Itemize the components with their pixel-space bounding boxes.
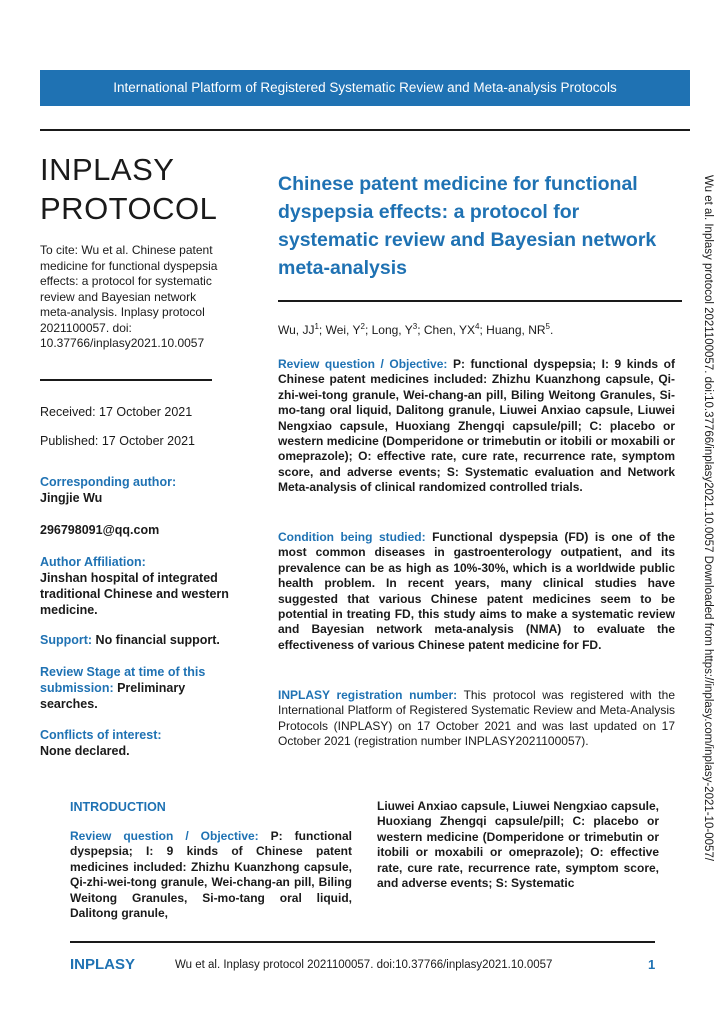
condition-label: Condition being studied: <box>278 530 426 544</box>
condition-studied <box>278 530 675 653</box>
sidebar-rule <box>40 379 212 381</box>
author-affiliation-number: 1 <box>314 322 319 331</box>
author-name: Huang, NR <box>486 323 546 337</box>
title-rule <box>278 300 682 302</box>
published-date: Published: 17 October 2021 <box>40 434 195 448</box>
protocol-title <box>40 150 217 228</box>
conflicts-value: None declared. <box>40 744 130 758</box>
author-list <box>278 322 553 337</box>
author-separator: ; <box>318 323 326 337</box>
author-name: Chen, YX <box>423 323 476 337</box>
affiliation-value: Jinshan hospital of integrated traditional Chinese and western medicine. <box>40 571 229 617</box>
author-affiliation-number: 3 <box>412 322 418 331</box>
stage-label: Review Stage at time of this submission: <box>40 665 206 695</box>
author-separator: ; <box>364 323 372 337</box>
page-number: 1 <box>648 957 656 972</box>
corresponding-label: Corresponding author: <box>40 475 177 489</box>
review-text: P: functional dyspepsia; I: 9 kinds of Chinese patent medicines included: Zhizhu Kuanzhong capsule, Qi-zhi-wei-tong granule, Wei-chang-an pill, Biling Weitong Granules, Si-mo-tang oral liquid, Dalitong granule, Liuwei Anxiao capsule, Liuwei Nengxiao capsule, Huoxiang Zhengqi capsule/pill; C: placebo or western medicine (Domperidone or trimebutin or itobili or moxabili or omeprazole); O: effective rate, cure rate, recurrence rate, symptom score, and adverse events; S: Systematic evaluation and Network Meta-analysis of clinical randomized controlled trials. <box>278 357 675 495</box>
intro-column-2: Liuwei Anxiao capsule, Liuwei Nengxiao capsule, Huoxiang Zhengqi capsule/pill; C: placebo or western medicine (Domperidone or trimebutin or itobili or moxabili or omeprazole); O: effective rate, cure rate, recurrence rate, symptom score, and adverse events; S: Systematic <box>377 799 659 891</box>
corresponding-author <box>40 474 240 506</box>
protocol-title-line2: PROTOCOL <box>40 191 218 226</box>
conflicts-label: Conflicts of interest: <box>40 728 162 742</box>
intro-review-label: Review question / Objective: <box>70 829 259 843</box>
protocol-title-line1: INPLASY <box>40 152 175 187</box>
conflicts <box>40 727 240 759</box>
review-label: Review question / Objective: <box>278 357 448 371</box>
registration-text: This protocol was registered with the International Platform of Registered Systematic Review and Meta-Analysis Protocols (INPLASY) on 17 October 2021 and was last updated on 17 October 2021 (registration number INPLASY2021100057). <box>278 688 675 749</box>
author-name: Long, Y <box>371 323 413 337</box>
support-value: No financial support. <box>92 633 220 647</box>
intro-col1-text: P: functional dyspepsia; I: 9 kinds of Chinese patent medicines included: Zhizhu Kuanzhong capsule, Qi-zhi-wei-tong granule, Wei-chang-an pill, Biling Weitong Granules, Si-mo-tang oral liquid, Dalitong granule, <box>70 829 352 921</box>
author-affiliation <box>40 554 240 618</box>
footer-rule <box>70 941 655 943</box>
author-email: 296798091@qq.com <box>40 523 160 537</box>
support <box>40 632 240 648</box>
registration <box>278 688 675 750</box>
received-date: Received: 17 October 2021 <box>40 405 193 419</box>
author-affiliation-number: 2 <box>360 322 365 331</box>
paper-title: Chinese patent medicine for functional dyspepsia effects: a protocol for systematic review and Bayesian network meta-analysis <box>278 173 657 279</box>
cite-text: To cite: Wu et al. Chinese patent medicine for functional dyspepsia effects: a protocol for systematic review and Bayesian network meta-analysis. Inplasy protocol 2021100057. doi: 10.37766/inplasy2021.10.0057 <box>40 243 218 350</box>
support-label: Support: <box>40 633 93 647</box>
author-name: Wei, Y <box>325 323 361 337</box>
author-separator: ; <box>479 323 487 337</box>
registration-label: INPLASY registration number: <box>278 688 458 702</box>
corresponding-name: Jingjie Wu <box>40 491 103 505</box>
condition-text: Functional dyspepsia (FD) is one of the most common diseases in gastroenterology outpatient, and its prevalence can be as high as 10%-30%, which is a worldwide public health problem. In recent years, many clinical studies have suggested that various Chinese patent medicines seem to be potential in treating FD, this study aims to make a systematic review and Bayesian network meta-analysis (NMA) to evaluate the effectiveness of various Chinese patent medicine for FD. <box>278 530 675 652</box>
review-stage <box>40 664 240 712</box>
author-separator: ; <box>417 323 424 337</box>
intro-column-1 <box>70 829 352 921</box>
top-rule <box>40 129 690 131</box>
introduction-heading: INTRODUCTION <box>70 800 166 814</box>
vertical-download-note: Wu et al. Inplasy protocol 2021100057. doi:10.37766/inplasy2021.10.0057 Downloaded from https://inplasy.com/inplasy-2021-10-0057/ <box>702 175 714 861</box>
author-affiliation-number: 5 <box>545 322 550 331</box>
header-banner: International Platform of Registered Systematic Review and Meta-analysis Protocols <box>40 70 690 106</box>
author-affiliation-number: 4 <box>475 322 480 331</box>
affiliation-label: Author Affiliation: <box>40 555 146 569</box>
footer-logo: INPLASY <box>70 956 136 973</box>
author-separator: . <box>550 323 554 337</box>
footer-citation: Wu et al. Inplasy protocol 2021100057. doi:10.37766/inplasy2021.10.0057 <box>175 959 553 971</box>
stage-value: Preliminary searches. <box>40 681 186 711</box>
author-name: Wu, JJ <box>278 323 315 337</box>
review-question <box>278 357 675 496</box>
